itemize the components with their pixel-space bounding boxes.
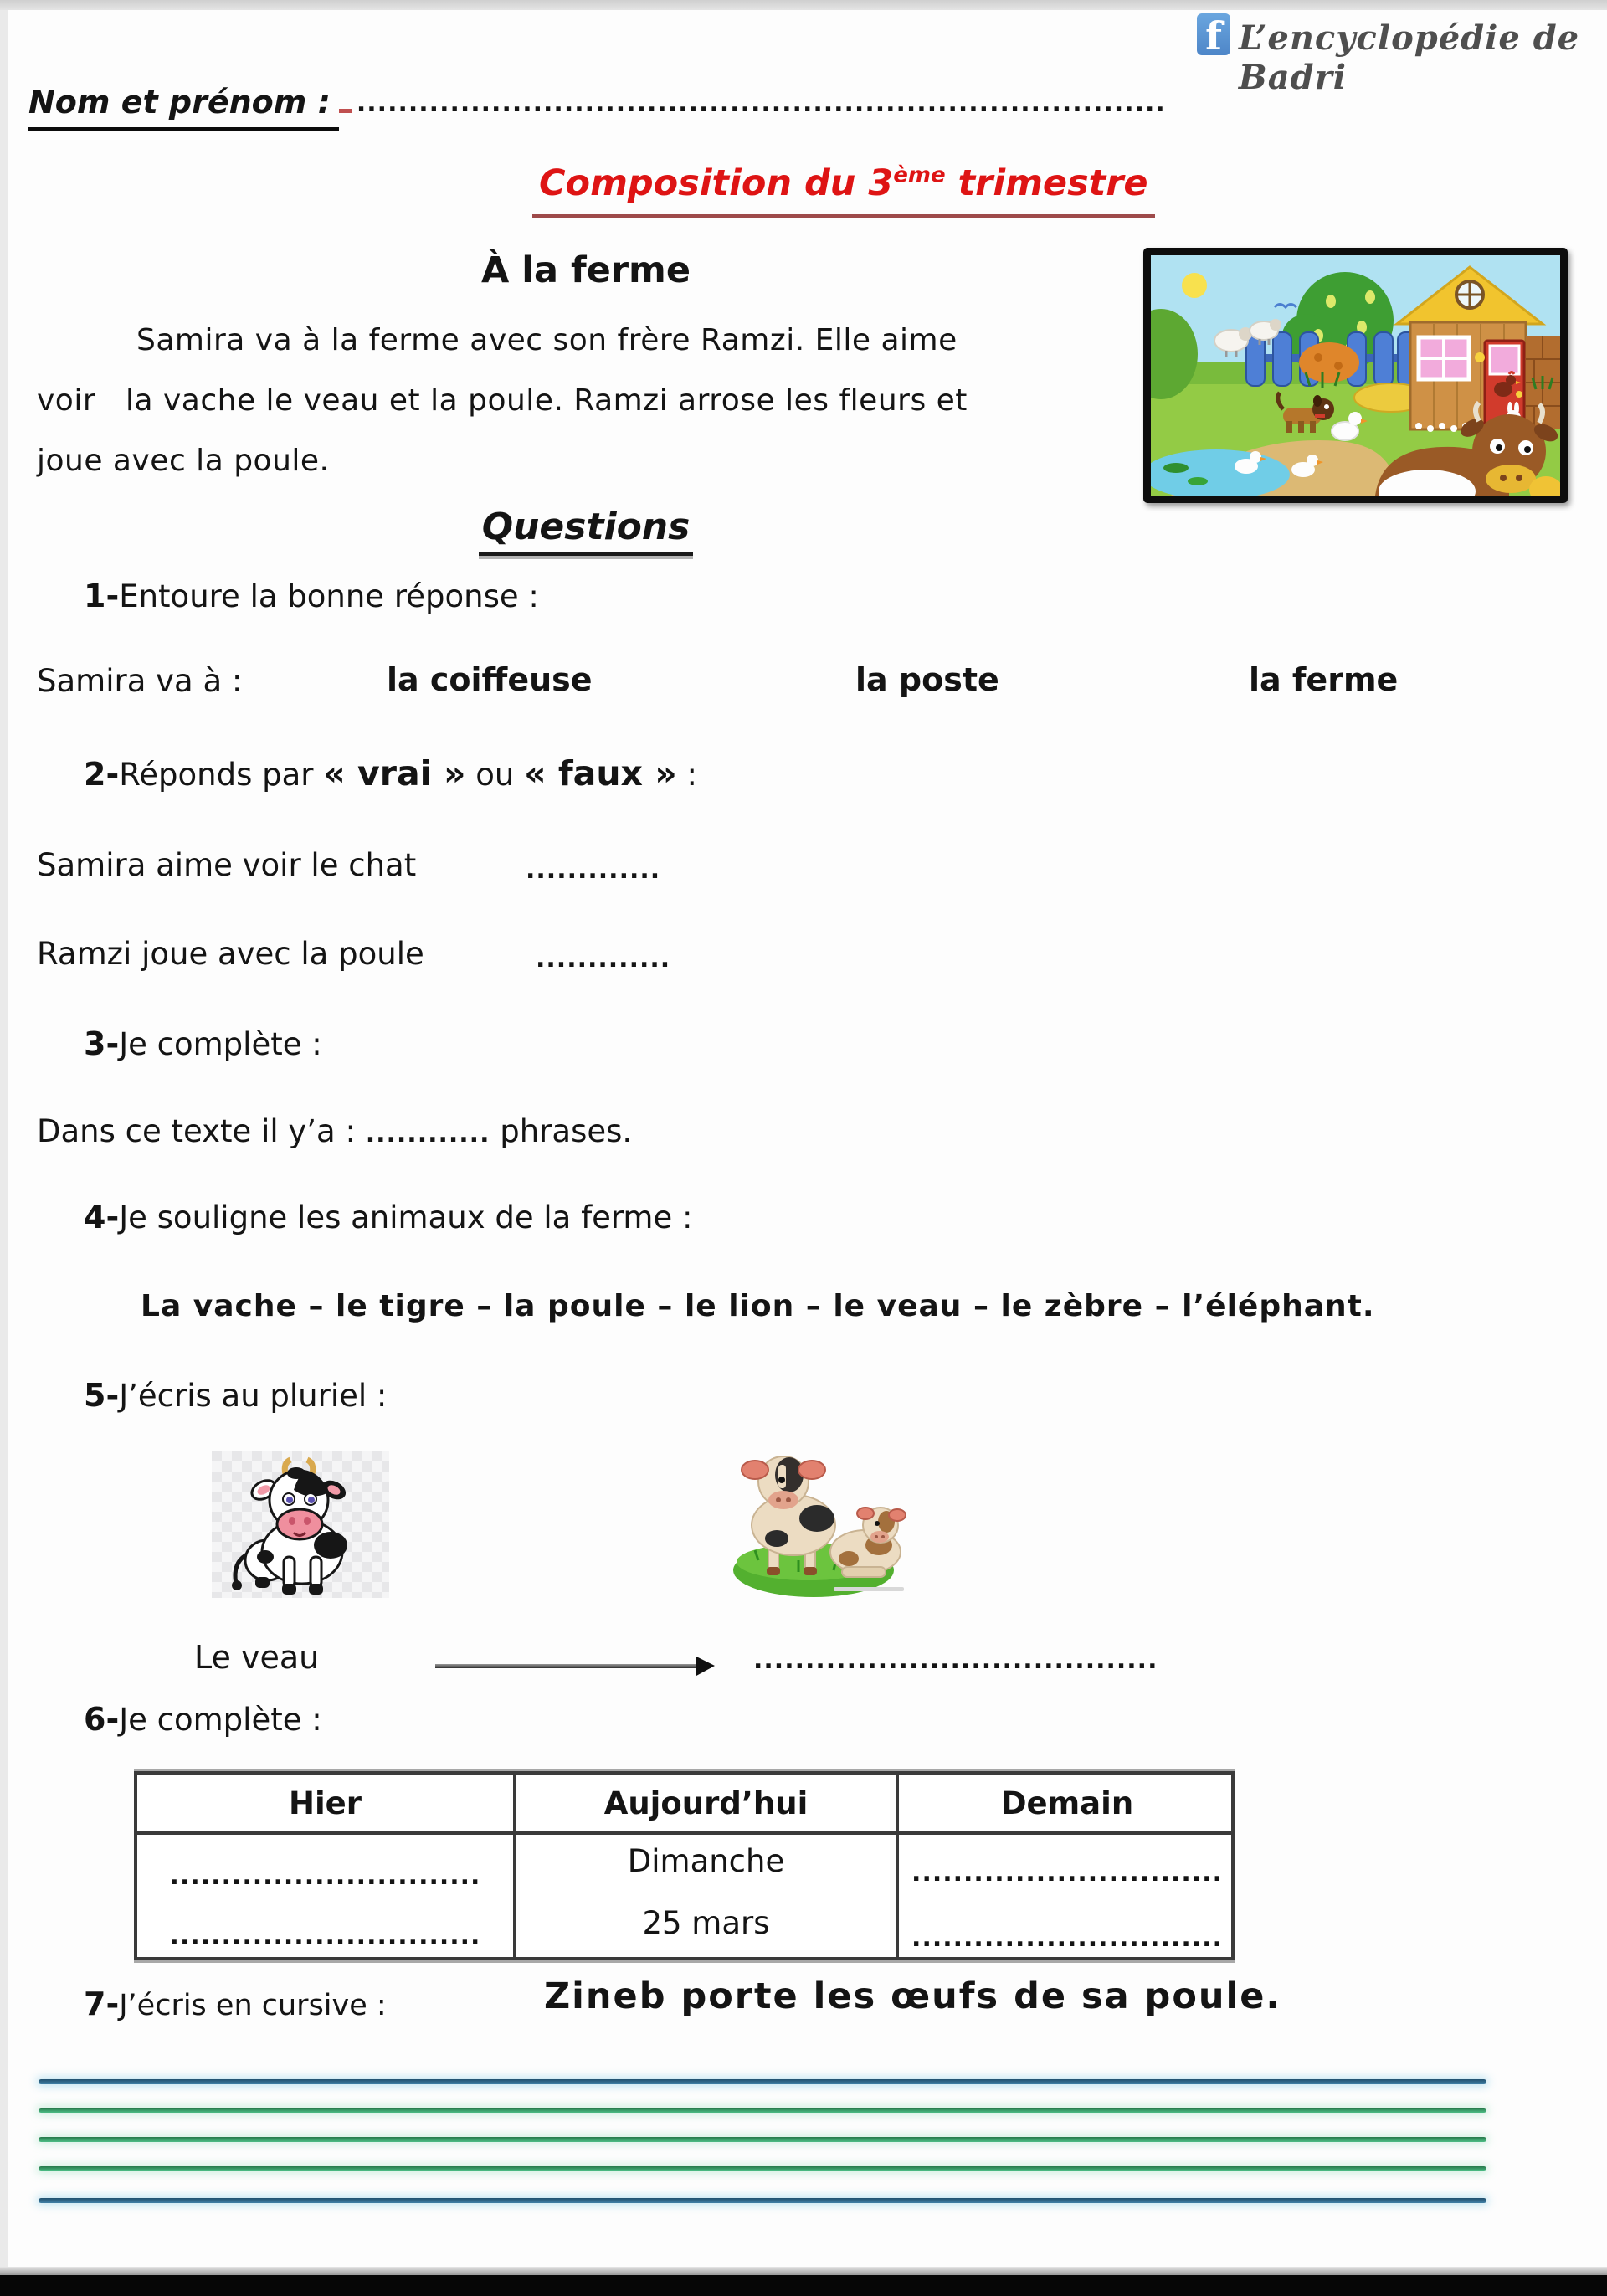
q3-answer-blank: ............ bbox=[365, 1119, 490, 1148]
q1-option-la-poste: la poste bbox=[855, 661, 999, 698]
q2-vrai: « vrai » bbox=[323, 753, 466, 794]
page-top-edge bbox=[0, 0, 1607, 10]
q2-statement-1: Samira aime voir le chat bbox=[37, 847, 417, 883]
q7-number: 7- bbox=[84, 1985, 120, 2022]
title-superscript: ème bbox=[893, 162, 946, 188]
q7-cursive-sentence: Zineb porte les œufs de sa poule. bbox=[544, 1975, 1281, 2017]
question-1-label: 1-Entoure la bonne réponse : bbox=[84, 578, 539, 614]
question-3-label: 3-Je complète : bbox=[84, 1025, 322, 1062]
calf-image bbox=[212, 1451, 389, 1598]
q2-faux: « faux » bbox=[524, 753, 677, 794]
hier-answer-blank-2: .............................. bbox=[169, 1922, 481, 1951]
q5-number: 5- bbox=[84, 1377, 120, 1414]
writing-line-1 bbox=[39, 2079, 1486, 2084]
demain-answer-blank-1: .............................. bbox=[911, 1858, 1223, 1888]
q1-option-la-coiffeuse: la coiffeuse bbox=[387, 661, 593, 698]
name-label: Nom et prénom : bbox=[28, 84, 339, 131]
name-underline-tail bbox=[339, 105, 352, 113]
reading-line-2: voir la vache le veau et la poule. Ramzi arrose les fleurs et bbox=[37, 383, 968, 418]
q2-answer-blank-1: ............. bbox=[526, 855, 661, 885]
q5-singular-word: Le veau bbox=[194, 1639, 320, 1676]
questions-heading: Questions bbox=[360, 506, 812, 556]
q6-number: 6- bbox=[84, 1701, 120, 1738]
q4-number: 4- bbox=[84, 1199, 120, 1235]
days-table bbox=[134, 1771, 1235, 1960]
q3-number: 3- bbox=[84, 1025, 120, 1062]
facebook-icon bbox=[1197, 13, 1230, 55]
page-bottom-edge bbox=[0, 2267, 1607, 2275]
worksheet-title bbox=[532, 162, 1155, 218]
table-header-aujourdhui: Aujourd’hui bbox=[516, 1775, 899, 1835]
reading-title: À la ferme bbox=[480, 249, 691, 291]
question-7-label: 7-J’écris en cursive : bbox=[84, 1985, 387, 2022]
brand-name: L’encyclopédie de Badri bbox=[1238, 18, 1580, 97]
name-answer-blank: .............................................................................. bbox=[356, 89, 1166, 118]
cow-and-calf-cartoon bbox=[708, 1445, 924, 1600]
question-4-label: 4-Je souligne les animaux de la ferme : bbox=[84, 1199, 693, 1235]
writing-line-5 bbox=[39, 2198, 1486, 2203]
hier-answer-blank-1: .............................. bbox=[169, 1862, 481, 1891]
q1-number: 1- bbox=[84, 578, 120, 614]
table-cell-hier bbox=[137, 1835, 516, 1957]
farm-illustration-image bbox=[1143, 248, 1568, 503]
question-5-label: 5-J’écris au pluriel : bbox=[84, 1377, 388, 1414]
writing-line-2 bbox=[39, 2108, 1486, 2113]
title-text: Composition du 3 bbox=[539, 162, 894, 204]
table-header-hier: Hier bbox=[137, 1775, 516, 1835]
question-2-label: 2-Réponds par « vrai » ou « faux » : bbox=[84, 753, 697, 794]
name-line bbox=[28, 84, 1166, 121]
table-cell-demain bbox=[899, 1835, 1235, 1957]
farm-scene bbox=[1151, 255, 1560, 496]
bottom-black-bar bbox=[0, 2275, 1607, 2296]
today-date: 25 mars bbox=[642, 1905, 770, 1941]
title-text-2: trimestre bbox=[945, 162, 1148, 204]
calf-cartoon bbox=[212, 1451, 389, 1598]
q2-answer-blank-2: ............. bbox=[536, 944, 671, 973]
q3-sentence: Dans ce texte il y’a : ............ phrases. bbox=[37, 1113, 633, 1149]
writing-line-3 bbox=[39, 2137, 1486, 2142]
q5-answer-blank: ....................................... bbox=[753, 1646, 1158, 1675]
demain-answer-blank-2: .............................. bbox=[911, 1924, 1223, 1953]
today-day: Dimanche bbox=[627, 1843, 785, 1879]
sun-icon bbox=[1182, 273, 1207, 298]
q1-stem: Samira va à : bbox=[37, 663, 243, 699]
table-cell-aujourdhui bbox=[516, 1835, 899, 1957]
watermark-smudge bbox=[834, 1587, 904, 1591]
q4-animals-list: La vache – le tigre – la poule – le lion – le veau – le zèbre – l’éléphant. bbox=[141, 1289, 1375, 1323]
question-6-label: 6-Je complète : bbox=[84, 1701, 322, 1738]
cow-and-calf-image bbox=[708, 1445, 924, 1600]
table-header-demain: Demain bbox=[899, 1775, 1235, 1835]
facebook-glyph: f bbox=[1205, 13, 1222, 55]
reading-line-1: Samira va à la ferme avec son frère Ramzi. Elle aime bbox=[136, 323, 958, 357]
q2-statement-2: Ramzi joue avec la poule bbox=[37, 936, 424, 972]
page-left-edge bbox=[0, 10, 8, 2270]
brand bbox=[1197, 13, 1607, 97]
plural-arrow-icon bbox=[435, 1664, 711, 1668]
q1-option-la-ferme: la ferme bbox=[1249, 661, 1399, 698]
q2-number: 2- bbox=[84, 756, 120, 793]
reading-line-3: joue avec la poule. bbox=[37, 444, 330, 478]
calf bbox=[830, 1508, 906, 1577]
writing-line-4 bbox=[39, 2166, 1486, 2171]
